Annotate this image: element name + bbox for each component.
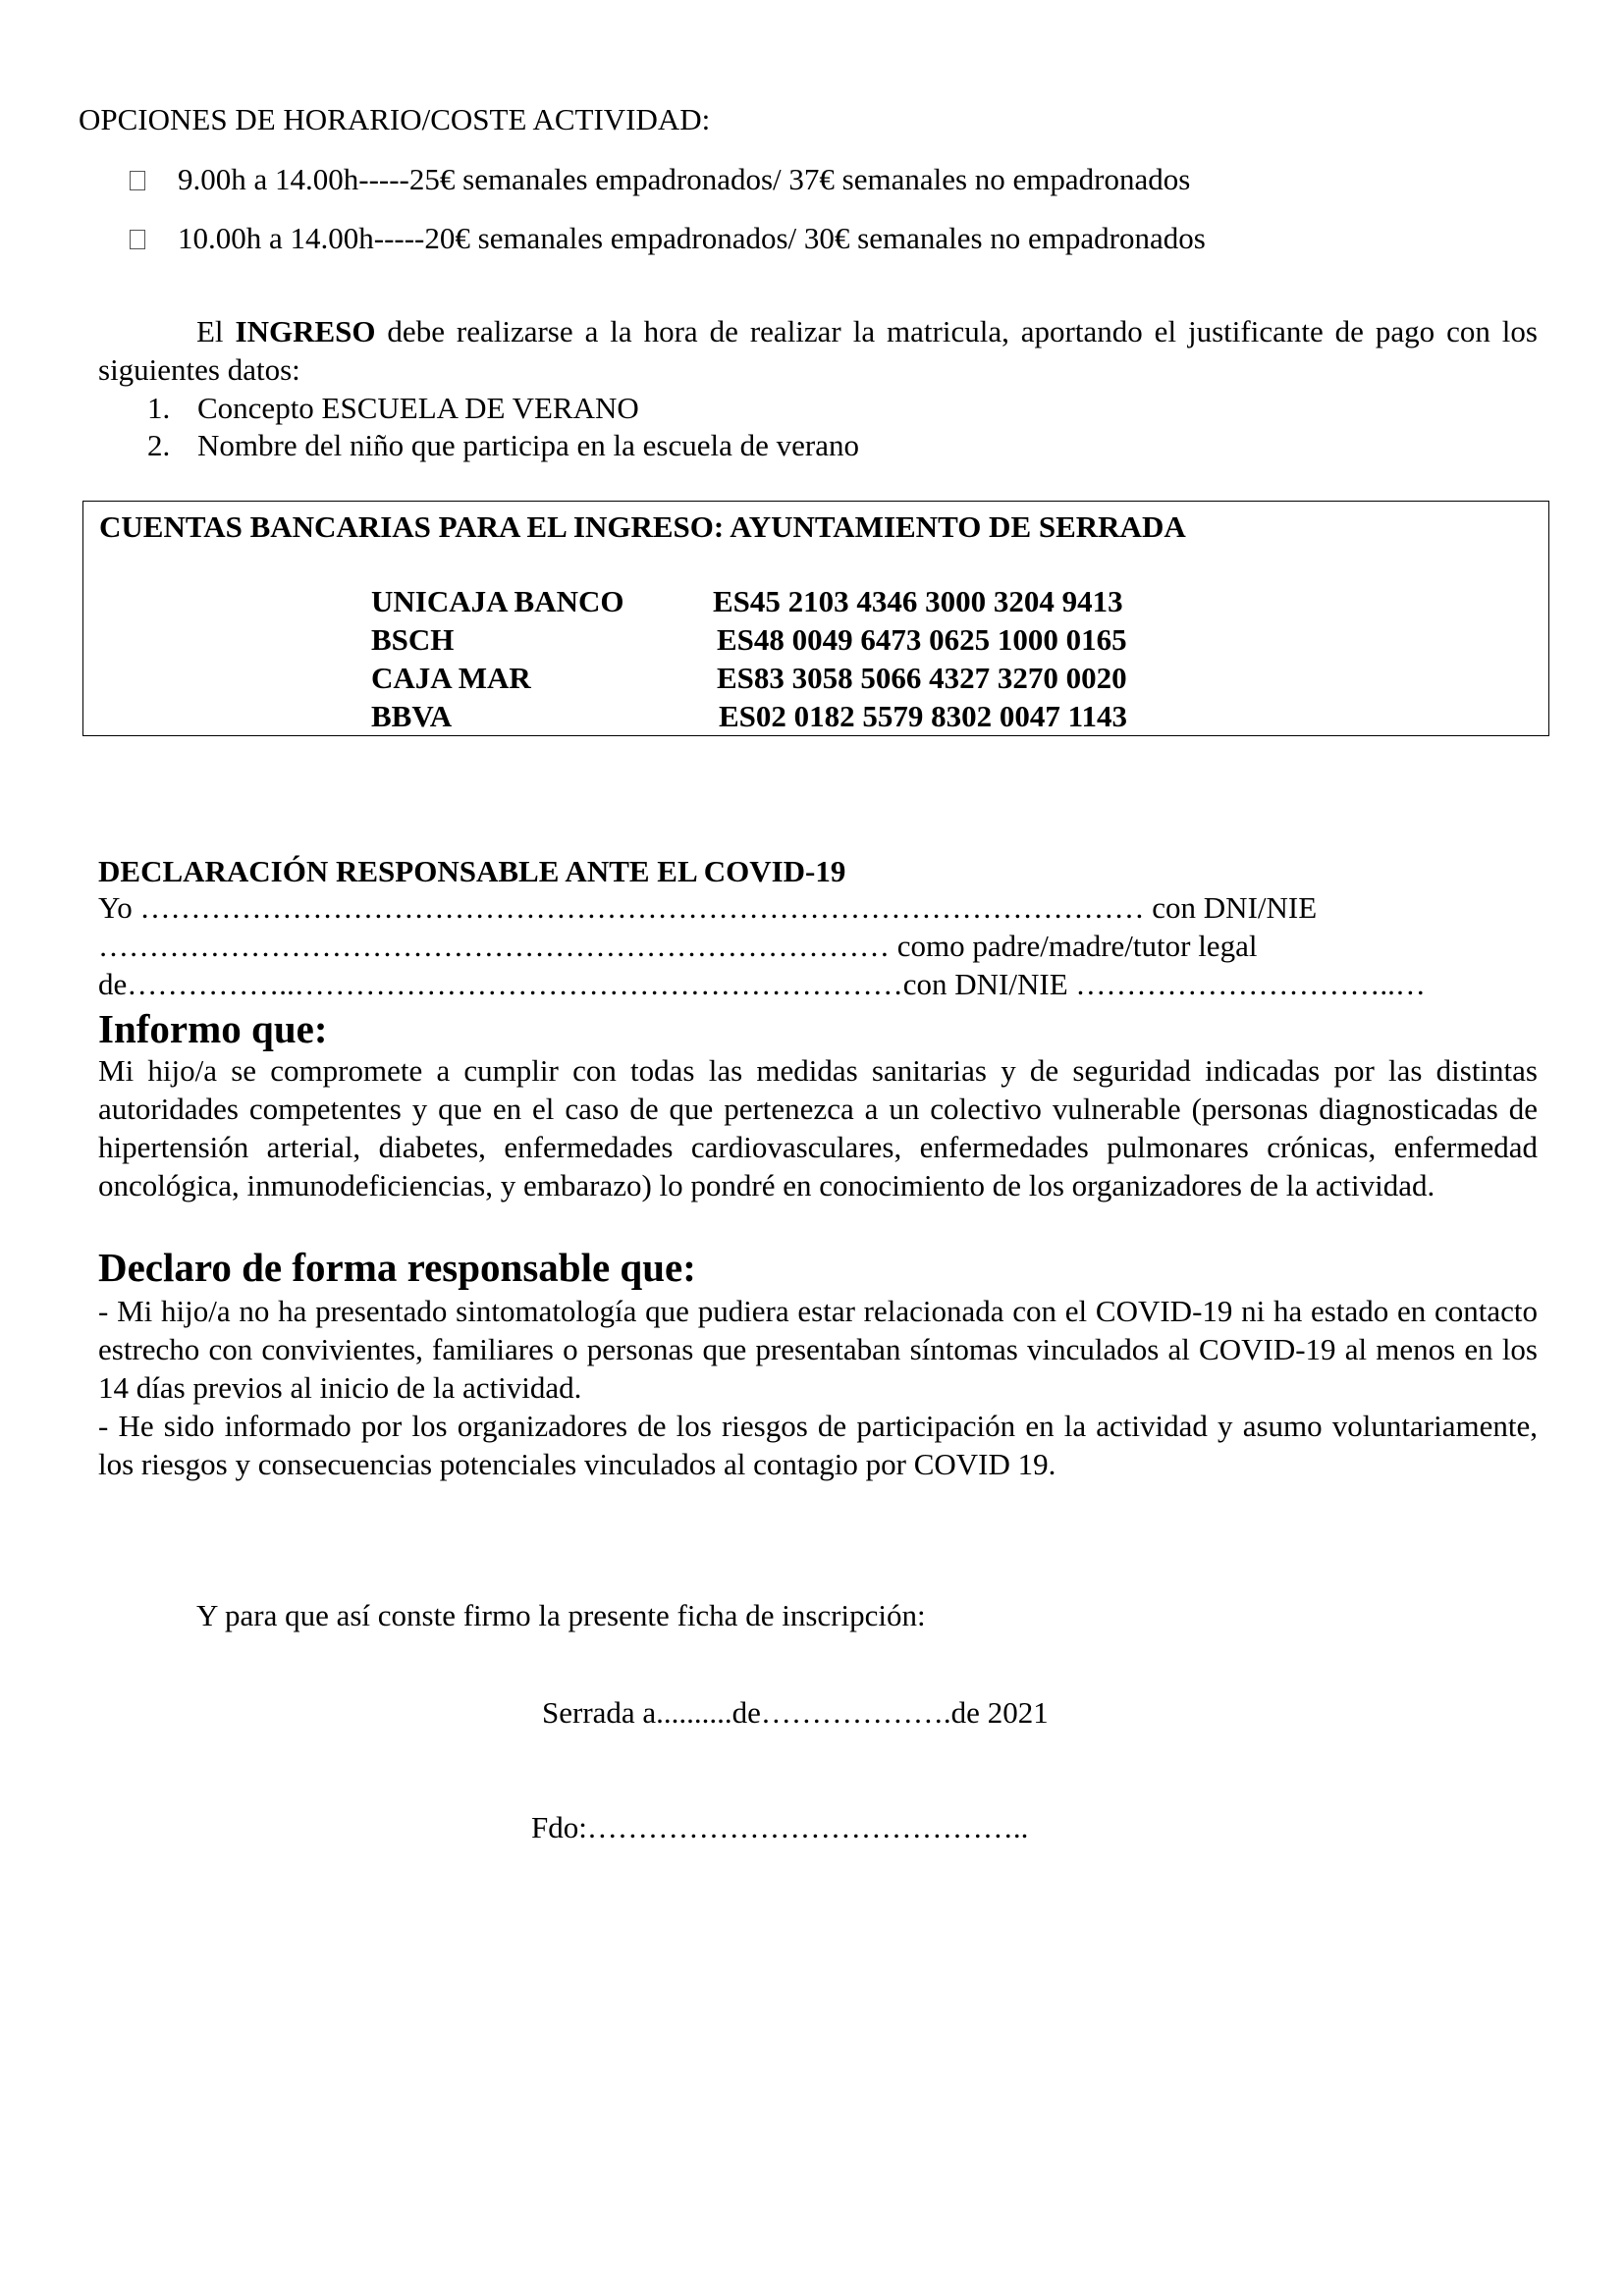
declaro-paragraph-2: - He sido informado por los organizadores de los riesgos de participación en la actividad y asumo voluntariamente, los riesgos y consecuencias potenciales vinculados al contagio por COVID 19. xyxy=(98,1409,1538,1481)
bank-box-title: CUENTAS BANCARIAS PARA EL INGRESO: AYUNTAMIENTO DE SERRADA xyxy=(99,509,1186,544)
options-heading: OPCIONES DE HORARIO/COSTE ACTIVIDAD: xyxy=(79,102,711,136)
signature-line[interactable]: Fdo:…………………………………….. xyxy=(531,1810,1029,1844)
option-text-1: 9.00h a 14.00h-----25€ semanales empadronados/ 37€ semanales no empadronados xyxy=(178,162,1191,196)
option-text-2: 10.00h a 14.00h-----20€ semanales empadronados/ 30€ semanales no empadronados xyxy=(178,221,1206,255)
bank-name-cajamar: CAJA MAR xyxy=(371,661,531,695)
place-date-line[interactable]: Serrada a..........de……………….de 2021 xyxy=(542,1695,1049,1730)
ingreso-keyword: INGRESO xyxy=(235,314,376,348)
declaration-line-child[interactable]: de……………..……………………………………………………con DNI/NIE …………………………..… xyxy=(98,967,1426,1001)
ingreso-intro-before: El xyxy=(196,314,236,348)
bank-iban-bsch: ES48 0049 6473 0625 1000 0165 xyxy=(717,622,1127,657)
ingreso-intro-after: debe realizarse a la hora de realizar la matricula, aportando el justificante de pago con los siguientes datos: xyxy=(98,314,1538,387)
declaration-heading: DECLARACIÓN RESPONSABLE ANTE EL COVID-19 xyxy=(98,854,846,888)
option-checkbox-1[interactable] xyxy=(130,160,145,198)
option-checkbox-2[interactable] xyxy=(130,219,145,257)
bank-iban-unicaja: ES45 2103 4346 3000 3204 9413 xyxy=(713,584,1123,618)
ingreso-item-num-2: 2. xyxy=(147,428,171,462)
declaro-paragraph-1: - Mi hijo/a no ha presentado sintomatología que pudiera estar relacionada con el COVID-19 ni ha estado en contacto estrecho con convivientes, familiares o personas que presentaban síntomas vinculados al COVID-19 al menos en los 14 días previos al inicio de la actividad. xyxy=(98,1294,1538,1405)
bank-name-bsch: BSCH xyxy=(371,622,455,657)
declaro-heading: Declaro de forma responsable que: xyxy=(98,1245,696,1290)
bank-iban-cajamar: ES83 3058 5066 4327 3270 0020 xyxy=(717,661,1127,695)
ingreso-item-1: Concepto ESCUELA DE VERANO xyxy=(197,391,639,425)
bank-name-bbva: BBVA xyxy=(371,699,453,733)
declaration-line-tutor[interactable]: …………………………………………………………………… como padre/madre/tutor legal xyxy=(98,929,1258,963)
closing-statement: Y para que así conste firmo la presente ficha de inscripción: xyxy=(196,1598,926,1632)
ingreso-item-2: Nombre del niño que participa en la escuela de verano xyxy=(197,428,859,462)
bank-name-unicaja: UNICAJA BANCO xyxy=(371,584,624,618)
ingreso-item-num-1: 1. xyxy=(147,391,171,425)
ingreso-paragraph xyxy=(98,312,1538,389)
informo-heading: Informo que: xyxy=(98,1006,328,1051)
bank-accounts-box xyxy=(82,501,1549,736)
informo-paragraph: Mi hijo/a se compromete a cumplir con todas las medidas sanitarias y de seguridad indicadas por las distintas autoridades competentes y que en el caso de que pertenezca a un colectivo vulnerable (personas diagnosticadas de hipertensión arterial, diabetes, enfermedades cardiovasculares, enfermedades pulmonares crónicas, enfermedad oncológica, inmunodeficiencias, y embarazo) lo pondré en conocimiento de los organizadores de la actividad. xyxy=(98,1053,1538,1202)
bank-iban-bbva: ES02 0182 5579 8302 0047 1143 xyxy=(719,699,1127,733)
declaration-line-yo[interactable]: Yo ……………………………………………………………………………………… con DNI/NIE xyxy=(98,890,1318,925)
